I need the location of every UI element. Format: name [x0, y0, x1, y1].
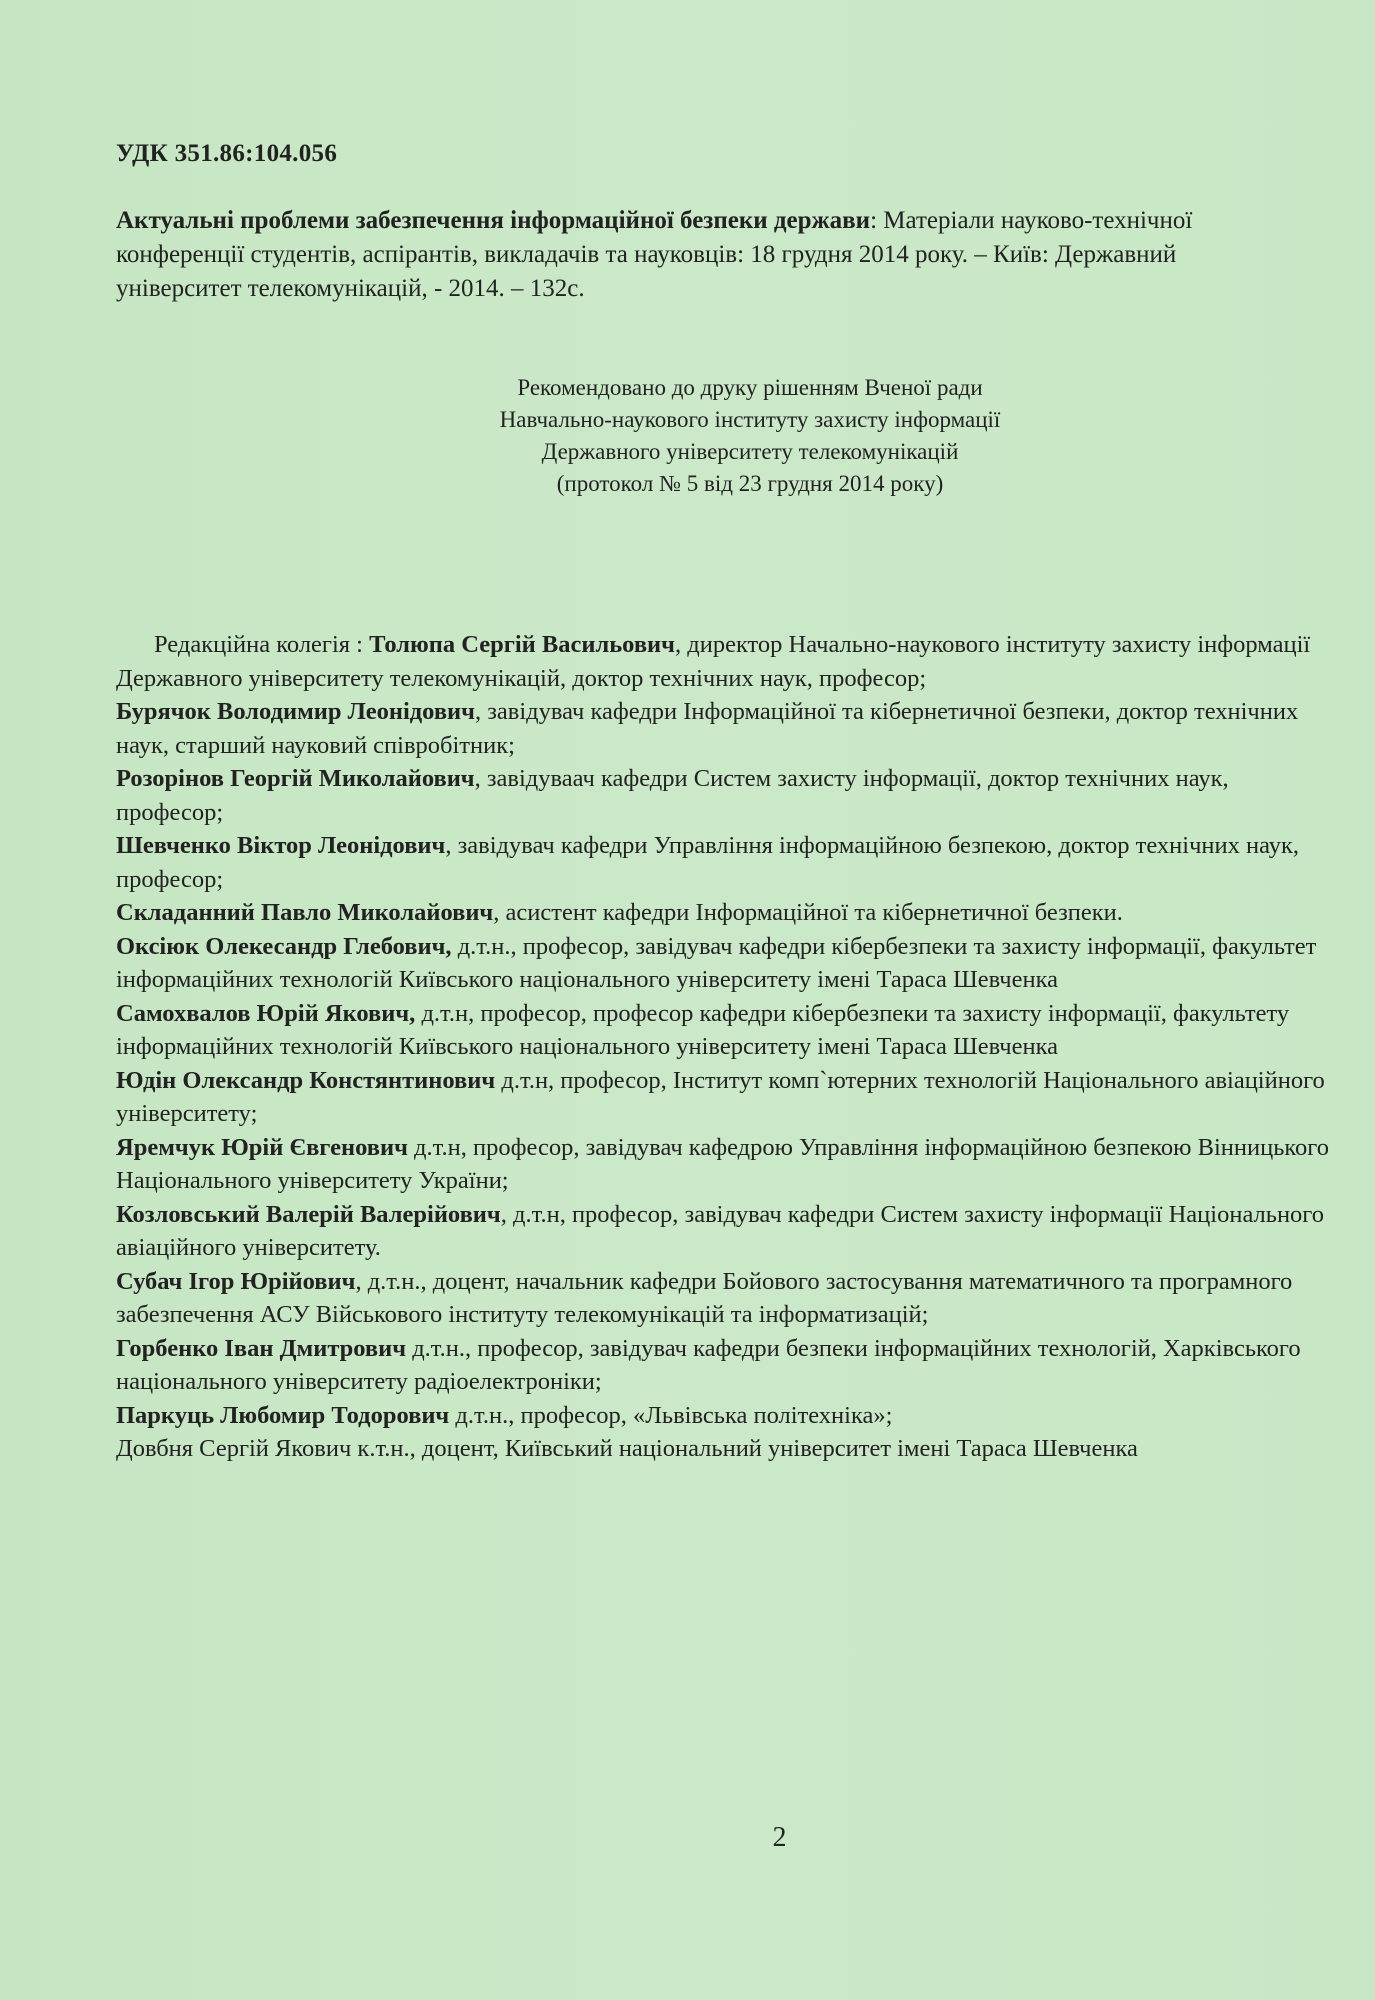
member-details: , д.т.н, професор, завідувач кафедри Систем захисту інформації Національного авіаційного університету. [116, 1200, 1325, 1261]
book-details: Матеріали науково-технічної конференції студентів, аспірантів, викладачів та науковців: 18 грудня 2014 року. – Київ: Державний університет телекомунікацій, - 2014. – 132с. [116, 207, 1193, 302]
book-title: Актуальні проблеми забезпечення інформаційної безпеки держави [116, 207, 871, 234]
board-member [116, 762, 1334, 829]
member-details: д.т.н., професор, завідувач кафедри кібербезпеки та захисту інформації, факультет інформаційних технологій Київського національного університету імені Тараса Шевченка [116, 932, 1317, 993]
udk-code: УДК 351.86:104.056 [116, 140, 338, 167]
member-details: д.т.н, професор, професор кафедри кібербезпеки та захисту інформації, факультету інформаційних технологій Київського національного університету імені Тараса Шевченка [116, 999, 1290, 1060]
board-member [116, 1265, 1334, 1332]
recommendation-block [380, 372, 1120, 500]
member-name: Паркуць Любомир Тодорович [116, 1401, 450, 1429]
board-member [116, 695, 1334, 762]
board-member [116, 1198, 1334, 1265]
board-member [116, 1332, 1334, 1399]
member-details: , директор Начально-наукового інституту захисту інформації Державного університету телекомунікацій, доктор технічних наук, професор; [116, 631, 1311, 692]
board-intro-label: Редакційна колегія : [154, 631, 370, 658]
member-name: Оксіюк Олекесандр Глебович, [116, 932, 452, 960]
member-details: д.т.н, професор, завідувач кафедрою Управління інформаційною безпекою Вінницького Національного університету України; [116, 1133, 1329, 1194]
board-member [116, 997, 1334, 1064]
board-member [116, 829, 1334, 896]
book-description [116, 204, 1276, 306]
recommendation-line: Навчально-наукового інституту захисту інформації [499, 407, 1001, 432]
recommendation-line: (протокол № 5 від 23 грудня 2014 року) [556, 471, 944, 496]
board-member [116, 1399, 1334, 1433]
member-details: , завідуваач кафедри Систем захисту інформації, доктор технічних наук, професор; [116, 765, 1229, 826]
member-name: Козловський Валерій Валерійович [116, 1200, 501, 1228]
page-number [0, 1822, 1375, 1854]
editorial-board [116, 628, 1334, 1466]
member-details: Довбня Сергій Якович к.т.н., доцент, Київський національний університет імені Тараса Шевченка [116, 1435, 1138, 1462]
member-name: Самохвалов Юрій Якович, [116, 999, 416, 1027]
board-member [116, 1131, 1334, 1198]
member-name: Яремчук Юрій Євгенович [116, 1133, 408, 1161]
member-name: Складанний Павло Миколайович [116, 899, 494, 926]
member-name: Субач Ігор Юрійович [116, 1267, 356, 1295]
member-details: д.т.н., професор, завідувач кафедри безпеки інформаційних технологій, Харківського національного університету радіоелектроніки; [116, 1334, 1301, 1395]
board-member [116, 930, 1334, 997]
member-details: д.т.н., професор, «Львівська політехніка»; [449, 1401, 893, 1429]
member-details: , завідувач кафедри Інформаційної та кібернетичної безпеки, доктор технічних наук, старший науковий співробітник; [116, 698, 1299, 759]
book-title-colon: : [870, 207, 878, 234]
board-member [116, 628, 1334, 695]
member-name: Горбенко Іван Дмитрович [116, 1334, 407, 1362]
member-name: Розорінов Георгій Миколайович [116, 765, 475, 792]
member-details: д.т.н, професор, Інститут комп`ютерних технологій Національного авіаційного університету; [116, 1066, 1325, 1127]
member-name: Шевченко Віктор Леонідович [116, 832, 446, 859]
member-details: , завідувач кафедри Управління інформаційною безпекою, доктор технічних наук, професор; [116, 832, 1300, 893]
member-details: , асистент кафедри Інформаційної та кібернетичної безпеки. [493, 899, 1123, 926]
board-member [116, 896, 1334, 930]
recommendation-line: Рекомендовано до друку рішенням Вченої ради [517, 375, 983, 400]
board-member [116, 1064, 1334, 1131]
member-name: Юдін Олександр Констянтинович [116, 1066, 496, 1094]
member-details: , д.т.н., доцент, начальник кафедри Бойового застосування математичного та програмного забезпечення АСУ Військового інституту телекомунікацій та інформатизацій; [116, 1267, 1293, 1328]
recommendation-line: Державного університету телекомунікацій [541, 439, 959, 464]
member-name: Толюпа Сергій Васильович [369, 631, 675, 658]
page-number-text: 2 [772, 1822, 787, 1853]
member-name: Бурячок Володимир Леонідович [116, 698, 475, 725]
board-member [116, 1432, 1334, 1466]
